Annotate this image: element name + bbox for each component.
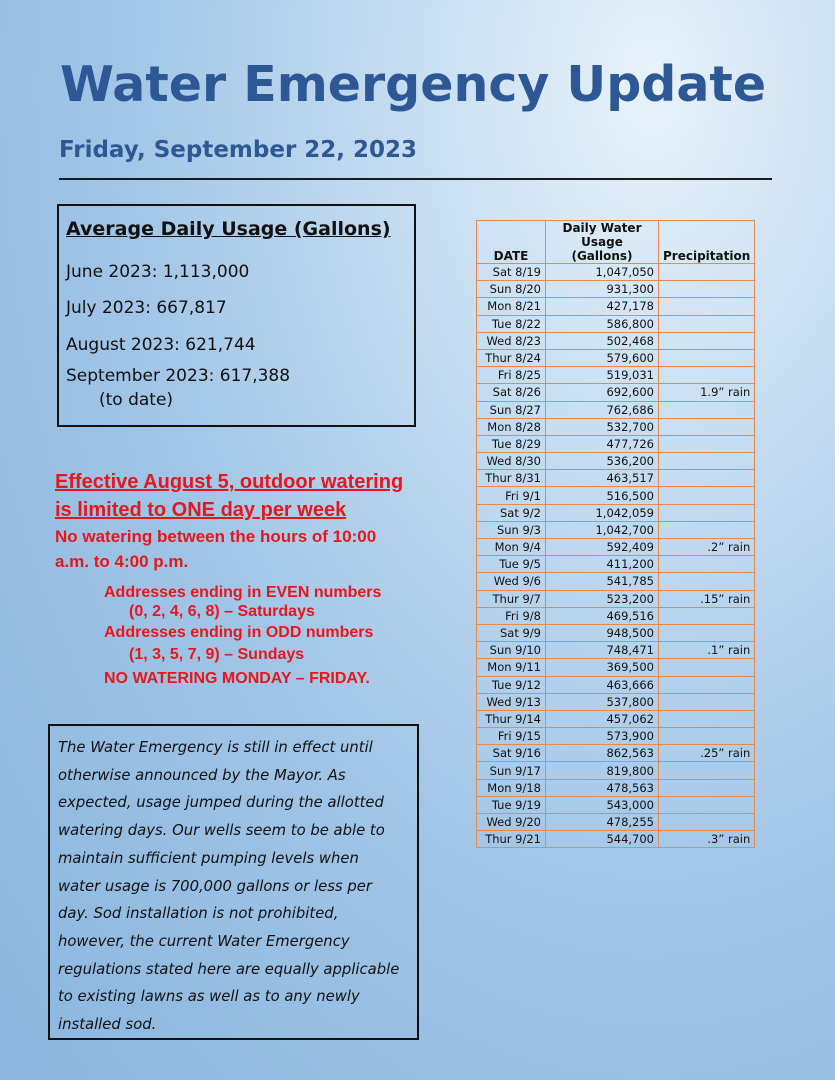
cell-usage: 519,031 <box>546 367 659 384</box>
usage-june: June 2023: 1,113,000 <box>66 262 250 282</box>
daily-usage-table-wrap <box>476 220 755 848</box>
note-line: watering days. Our wells seem to be able to <box>58 822 385 840</box>
table-row <box>477 779 755 796</box>
column-header-usage-line-2: Usage (Gallons) <box>571 235 633 263</box>
table-row <box>477 384 755 401</box>
cell-date: Sat 9/9 <box>477 624 546 641</box>
cell-date: Fri 9/15 <box>477 728 546 745</box>
usage-september: September 2023: 617,388 <box>66 366 291 386</box>
cell-usage: 579,600 <box>546 349 659 366</box>
cell-usage: 516,500 <box>546 487 659 504</box>
table-row <box>477 539 755 556</box>
note-line: water usage is 700,000 gallons or less per <box>58 877 372 895</box>
table-row <box>477 281 755 298</box>
cell-precipitation <box>659 779 755 796</box>
cell-date: Fri 8/25 <box>477 367 546 384</box>
cell-precipitation <box>659 332 755 349</box>
table-row <box>477 470 755 487</box>
cell-usage: 1,042,700 <box>546 521 659 538</box>
cell-date: Fri 9/8 <box>477 607 546 624</box>
cell-usage: 862,563 <box>546 745 659 762</box>
cell-precipitation <box>659 367 755 384</box>
cell-usage: 586,800 <box>546 315 659 332</box>
cell-date: Tue 8/22 <box>477 315 546 332</box>
cell-usage: 762,686 <box>546 401 659 418</box>
table-row <box>477 521 755 538</box>
cell-date: Mon 9/11 <box>477 659 546 676</box>
cell-usage: 523,200 <box>546 590 659 607</box>
usage-july: July 2023: 667,817 <box>66 298 227 318</box>
cell-usage: 748,471 <box>546 642 659 659</box>
cell-date: Sun 9/10 <box>477 642 546 659</box>
cell-precipitation <box>659 264 755 281</box>
cell-date: Sun 8/27 <box>477 401 546 418</box>
table-row <box>477 676 755 693</box>
cell-precipitation: 1.9” rain <box>659 384 755 401</box>
cell-date: Mon 9/18 <box>477 779 546 796</box>
note-line: maintain sufficient pumping levels when <box>58 849 359 867</box>
cell-date: Sat 8/19 <box>477 264 546 281</box>
cell-usage: 463,517 <box>546 470 659 487</box>
table-row <box>477 418 755 435</box>
table-row <box>477 796 755 813</box>
restriction-line-2: is limited to ONE day per week <box>55 499 347 521</box>
cell-date: Thur 9/14 <box>477 710 546 727</box>
note-line: expected, usage jumped during the allotted <box>58 794 384 812</box>
restriction-line-4: a.m. to 4:00 p.m. <box>55 552 189 571</box>
cell-usage: 478,255 <box>546 814 659 831</box>
note-line: otherwise announced by the Mayor. As <box>58 766 346 784</box>
no-weekday-watering: NO WATERING MONDAY – FRIDAY. <box>104 670 370 687</box>
cell-precipitation <box>659 281 755 298</box>
table-header-row <box>477 221 755 264</box>
table-row <box>477 435 755 452</box>
cell-precipitation <box>659 573 755 590</box>
cell-date: Wed 8/30 <box>477 453 546 470</box>
table-row <box>477 349 755 366</box>
cell-date: Thur 9/21 <box>477 831 546 848</box>
cell-precipitation <box>659 693 755 710</box>
cell-usage: 1,047,050 <box>546 264 659 281</box>
cell-usage: 573,900 <box>546 728 659 745</box>
cell-precipitation <box>659 607 755 624</box>
cell-usage: 463,666 <box>546 676 659 693</box>
cell-usage: 477,726 <box>546 435 659 452</box>
cell-usage: 692,600 <box>546 384 659 401</box>
cell-precipitation <box>659 796 755 813</box>
cell-date: Fri 9/1 <box>477 487 546 504</box>
usage-to-date-note: (to date) <box>99 390 174 410</box>
cell-usage: 411,200 <box>546 556 659 573</box>
even-address-line-2: (0, 2, 4, 6, 8) – Saturdays <box>129 603 315 620</box>
odd-address-line-1: Addresses ending in ODD numbers <box>104 624 374 641</box>
table-row <box>477 762 755 779</box>
cell-precipitation <box>659 470 755 487</box>
cell-precipitation: .25” rain <box>659 745 755 762</box>
cell-date: Sun 9/17 <box>477 762 546 779</box>
cell-usage: 592,409 <box>546 539 659 556</box>
note-line: regulations stated here are equally applicable <box>58 960 400 978</box>
cell-precipitation: .1” rain <box>659 642 755 659</box>
note-line: The Water Emergency is still in effect until <box>58 739 373 756</box>
cell-precipitation <box>659 401 755 418</box>
cell-usage: 502,468 <box>546 332 659 349</box>
column-header-precipitation: Precipitation <box>659 221 755 264</box>
average-usage-box <box>57 204 416 427</box>
cell-date: Tue 9/5 <box>477 556 546 573</box>
cell-precipitation <box>659 487 755 504</box>
cell-usage: 948,500 <box>546 624 659 641</box>
note-line: installed sod. <box>58 1016 157 1034</box>
table-row <box>477 814 755 831</box>
cell-date: Tue 9/12 <box>477 676 546 693</box>
cell-precipitation <box>659 521 755 538</box>
cell-precipitation: .15” rain <box>659 590 755 607</box>
table-row <box>477 831 755 848</box>
restriction-line-3: No watering between the hours of 10:00 <box>55 527 377 546</box>
cell-usage: 541,785 <box>546 573 659 590</box>
cell-precipitation <box>659 315 755 332</box>
cell-precipitation <box>659 814 755 831</box>
cell-date: Sat 9/16 <box>477 745 546 762</box>
cell-precipitation <box>659 556 755 573</box>
cell-date: Mon 8/28 <box>477 418 546 435</box>
cell-precipitation <box>659 418 755 435</box>
cell-date: Thur 8/31 <box>477 470 546 487</box>
cell-date: Sun 9/3 <box>477 521 546 538</box>
cell-usage: 1,042,059 <box>546 504 659 521</box>
cell-precipitation <box>659 710 755 727</box>
cell-precipitation <box>659 728 755 745</box>
cell-precipitation <box>659 762 755 779</box>
table-row <box>477 298 755 315</box>
table-row <box>477 607 755 624</box>
cell-precipitation <box>659 349 755 366</box>
cell-date: Tue 8/29 <box>477 435 546 452</box>
cell-precipitation <box>659 435 755 452</box>
table-row <box>477 264 755 281</box>
cell-usage: 537,800 <box>546 693 659 710</box>
table-row <box>477 556 755 573</box>
note-line: to existing lawns as well as to any newly <box>58 988 360 1006</box>
cell-date: Wed 8/23 <box>477 332 546 349</box>
cell-usage: 543,000 <box>546 796 659 813</box>
cell-precipitation <box>659 624 755 641</box>
cell-usage: 427,178 <box>546 298 659 315</box>
table-row <box>477 453 755 470</box>
table-row <box>477 315 755 332</box>
cell-usage: 931,300 <box>546 281 659 298</box>
table-row <box>477 401 755 418</box>
cell-precipitation <box>659 659 755 676</box>
average-usage-heading: Average Daily Usage (Gallons) <box>66 218 391 240</box>
cell-precipitation: .2” rain <box>659 539 755 556</box>
page-title: Water Emergency Update <box>60 56 767 113</box>
cell-date: Sat 8/26 <box>477 384 546 401</box>
table-row <box>477 693 755 710</box>
table-row <box>477 710 755 727</box>
cell-date: Thur 9/7 <box>477 590 546 607</box>
column-header-usage-line-1: Daily Water <box>562 221 642 235</box>
table-row <box>477 624 755 641</box>
cell-usage: 369,500 <box>546 659 659 676</box>
cell-date: Sat 9/2 <box>477 504 546 521</box>
cell-date: Wed 9/13 <box>477 693 546 710</box>
cell-usage: 536,200 <box>546 453 659 470</box>
usage-august: August 2023: 621,744 <box>66 335 256 355</box>
table-row <box>477 745 755 762</box>
cell-date: Tue 9/19 <box>477 796 546 813</box>
table-row <box>477 487 755 504</box>
daily-usage-table <box>476 220 755 848</box>
table-row <box>477 332 755 349</box>
cell-precipitation: .3” rain <box>659 831 755 848</box>
cell-usage: 478,563 <box>546 779 659 796</box>
note-line: however, the current Water Emergency <box>58 932 350 950</box>
column-header-date: DATE <box>477 221 546 264</box>
cell-precipitation <box>659 504 755 521</box>
cell-date: Thur 8/24 <box>477 349 546 366</box>
cell-date: Wed 9/20 <box>477 814 546 831</box>
cell-date: Mon 8/21 <box>477 298 546 315</box>
even-address-line-1: Addresses ending in EVEN numbers <box>104 584 382 601</box>
page-date: Friday, September 22, 2023 <box>59 137 418 163</box>
title-divider <box>59 178 772 180</box>
cell-precipitation <box>659 676 755 693</box>
table-row <box>477 659 755 676</box>
cell-date: Mon 9/4 <box>477 539 546 556</box>
cell-date: Wed 9/6 <box>477 573 546 590</box>
note-line: day. Sod installation is not prohibited, <box>58 905 339 923</box>
cell-precipitation <box>659 453 755 470</box>
cell-usage: 457,062 <box>546 710 659 727</box>
cell-usage: 469,516 <box>546 607 659 624</box>
cell-precipitation <box>659 298 755 315</box>
table-row <box>477 590 755 607</box>
table-row <box>477 642 755 659</box>
table-row <box>477 573 755 590</box>
table-row <box>477 504 755 521</box>
cell-date: Sun 8/20 <box>477 281 546 298</box>
cell-usage: 532,700 <box>546 418 659 435</box>
emergency-note-box <box>48 724 419 1040</box>
cell-usage: 544,700 <box>546 831 659 848</box>
table-row <box>477 367 755 384</box>
cell-usage: 819,800 <box>546 762 659 779</box>
odd-address-line-2: (1, 3, 5, 7, 9) – Sundays <box>129 646 305 663</box>
table-row <box>477 728 755 745</box>
restriction-line-1: Effective August 5, outdoor watering <box>55 471 404 493</box>
column-header-usage <box>546 221 659 264</box>
